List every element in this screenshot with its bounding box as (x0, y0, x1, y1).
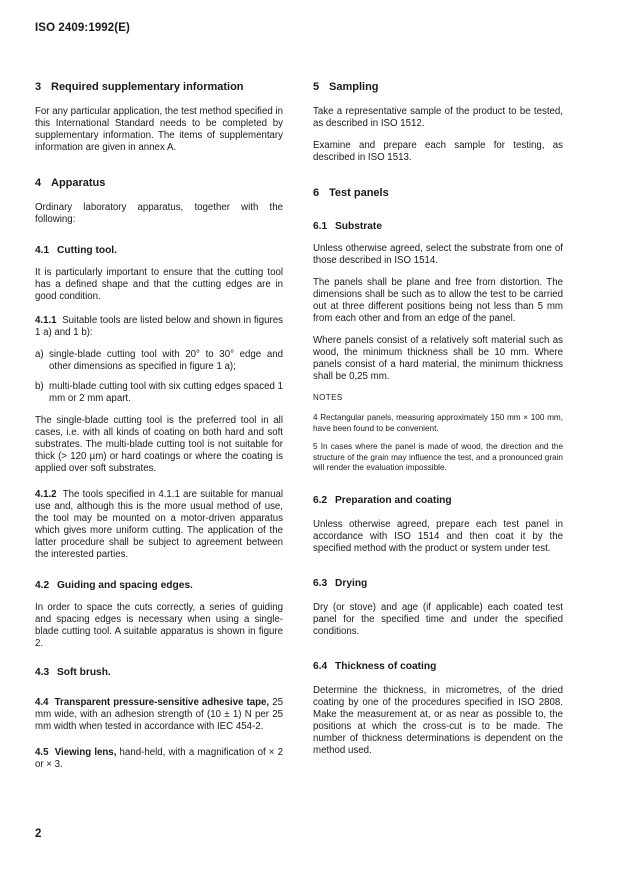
clause-number: 4.1.2 (35, 489, 57, 500)
section-4-2-text: In order to space the cuts correctly, a series of guiding and spacing edges is necessary when using a single-blade cutting tool. A suitable apparatus is shown in figure 2. (35, 602, 283, 649)
notes-label: NOTES (313, 393, 343, 402)
section-title: Soft brush. (57, 667, 111, 678)
section-title: Thickness of coating (335, 660, 437, 672)
section-title: Guiding and spacing edges. (57, 580, 193, 591)
clause-text: Suitable tools are listed below and shown in figures 1 a) and 1 b): (35, 315, 283, 338)
section-body: hand-held, with a magnification of × 2 or × 3. (35, 747, 283, 770)
section-number: 4.5 (35, 747, 49, 758)
section-3-text: For any particular application, the test method specified in this International Standard needs to be completed by supplementary information. The items of supplementary information are given in annex A. (35, 106, 283, 153)
section-4-4-text (35, 697, 283, 733)
right-column (313, 80, 563, 757)
section-4-1-2-text (35, 489, 283, 561)
preferred-tool-text: The single-blade cutting tool is the preferred tool in all cases, i.e. with all kinds of coating on both hard and soft substrates. The multi-blade cutting tool is not suitable for thick (> 120 µm) or hard coatings or where the coating is applied over soft substrates. (35, 415, 283, 474)
section-body: 25 mm wide, with an adhesion strength of (10 ± 1) N per 25 mm width when tested in accordance with IEC 454-2. (35, 697, 283, 732)
section-5-text-1: Take a representative sample of the product to be tested, as described in ISO 1512. (313, 106, 563, 129)
section-title: Viewing lens, (54, 747, 117, 758)
clause-text: The tools specified in 4.1.1 are suitable for manual use and, although this is the more usual method of use, the tool may be mounted on a motor-driven apparatus which gives more uniform cutting. The application of the latter procedure shall be subject to agreement between the interested parties. (35, 489, 283, 560)
section-4-3-heading (35, 666, 283, 679)
section-title: Transparent pressure-sensitive adhesive tape, (54, 697, 270, 708)
section-6-1-heading (313, 220, 563, 233)
section-title: Drying (335, 577, 368, 589)
list-item-text: single-blade cutting tool with 20° to 30° edge and other dimensions as specified in figure 1 a); (49, 349, 283, 372)
list-item (35, 381, 283, 405)
section-number: 6.1 (313, 221, 328, 232)
section-number: 6 (313, 187, 320, 199)
section-4-intro: Ordinary laboratory apparatus, together with the following: (35, 202, 283, 225)
left-column (35, 80, 283, 771)
clause-number: 4.1.1 (35, 315, 57, 326)
section-title: Apparatus (51, 177, 106, 189)
section-number: 4.3 (35, 667, 50, 678)
section-6-4-text: Determine the thickness, in micrometres, of the dried coating by one of the procedures specified in ISO 2808. Make the measurement at, or as near as possible to, the positions at which the cross-cut is to be made. The number of thickness determinations is dependent on the method used. (313, 684, 563, 756)
section-number: 4.4 (35, 697, 49, 708)
section-4-1-1-text (35, 315, 283, 339)
section-6-1-text-1: Unless otherwise agreed, select the substrate from one of those described in ISO 1514. (313, 243, 563, 266)
section-4-1-text: It is particularly important to ensure that the cutting tool has a defined shape and that the cutting edges are in good condition. (35, 267, 283, 302)
section-number: 6.3 (313, 577, 328, 589)
section-5-heading (313, 80, 563, 94)
note-4: 4 Rectangular panels, measuring approximately 150 mm × 100 mm, have been found to be convenient. (313, 413, 563, 433)
section-4-2-heading (35, 579, 283, 592)
section-3-heading (35, 80, 283, 94)
section-number: 4 (35, 177, 42, 189)
section-6-1-text-2: The panels shall be plane and free from distortion. The dimensions shall be such as to allow the test to be carried out at three different positions being not less than 5 mm from each other and from an edge of the panel. (313, 277, 563, 324)
section-6-3-text: Dry (or stove) and age (if applicable) each coated test panel for the specified time and under the specified conditions. (313, 601, 563, 637)
section-6-4-heading (313, 660, 563, 673)
section-6-heading (313, 186, 563, 200)
section-title: Required supplementary information (51, 81, 244, 93)
section-6-1-text-3: Where panels consist of a relatively soft material such as wood, the minimum thickness shall be 10 mm. Where panels consist of a hard material, the minimum thickness shall be 0,25 mm. (313, 335, 563, 382)
section-title: Sampling (329, 81, 379, 93)
section-6-2-heading (313, 494, 563, 507)
list-item-text: multi-blade cutting tool with six cutting edges spaced 1 mm or 2 mm apart. (49, 381, 283, 404)
list-item-label: a) (35, 349, 44, 360)
page-number: 2 (35, 828, 42, 840)
section-6-2-text: Unless otherwise agreed, prepare each test panel in accordance with ISO 1514 and then coat it by the specified method with the product or system under test. (313, 518, 563, 554)
section-title: Substrate (335, 221, 382, 232)
section-4-5-text (35, 747, 283, 771)
list-item-label: b) (35, 381, 44, 392)
section-number: 4.1 (35, 245, 50, 256)
section-number: 6.4 (313, 660, 328, 672)
section-6-3-heading (313, 577, 563, 590)
section-number: 5 (313, 81, 320, 93)
section-number: 3 (35, 81, 42, 93)
section-title: Test panels (329, 187, 389, 199)
standard-header: ISO 2409:1992(E) (35, 22, 130, 34)
section-4-1-heading (35, 244, 283, 257)
section-number: 4.2 (35, 580, 50, 591)
section-5-text-2: Examine and prepare each sample for testing, as described in ISO 1513. (313, 140, 563, 163)
section-title: Cutting tool. (57, 245, 117, 256)
section-title: Preparation and coating (335, 494, 452, 506)
note-5: 5 In cases where the panel is made of wood, the direction and the structure of the grain may influence the test, and a pronounced grain will render the evaluation impossible. (313, 442, 563, 472)
section-number: 6.2 (313, 494, 328, 506)
list-item (35, 349, 283, 373)
section-4-heading (35, 176, 283, 190)
